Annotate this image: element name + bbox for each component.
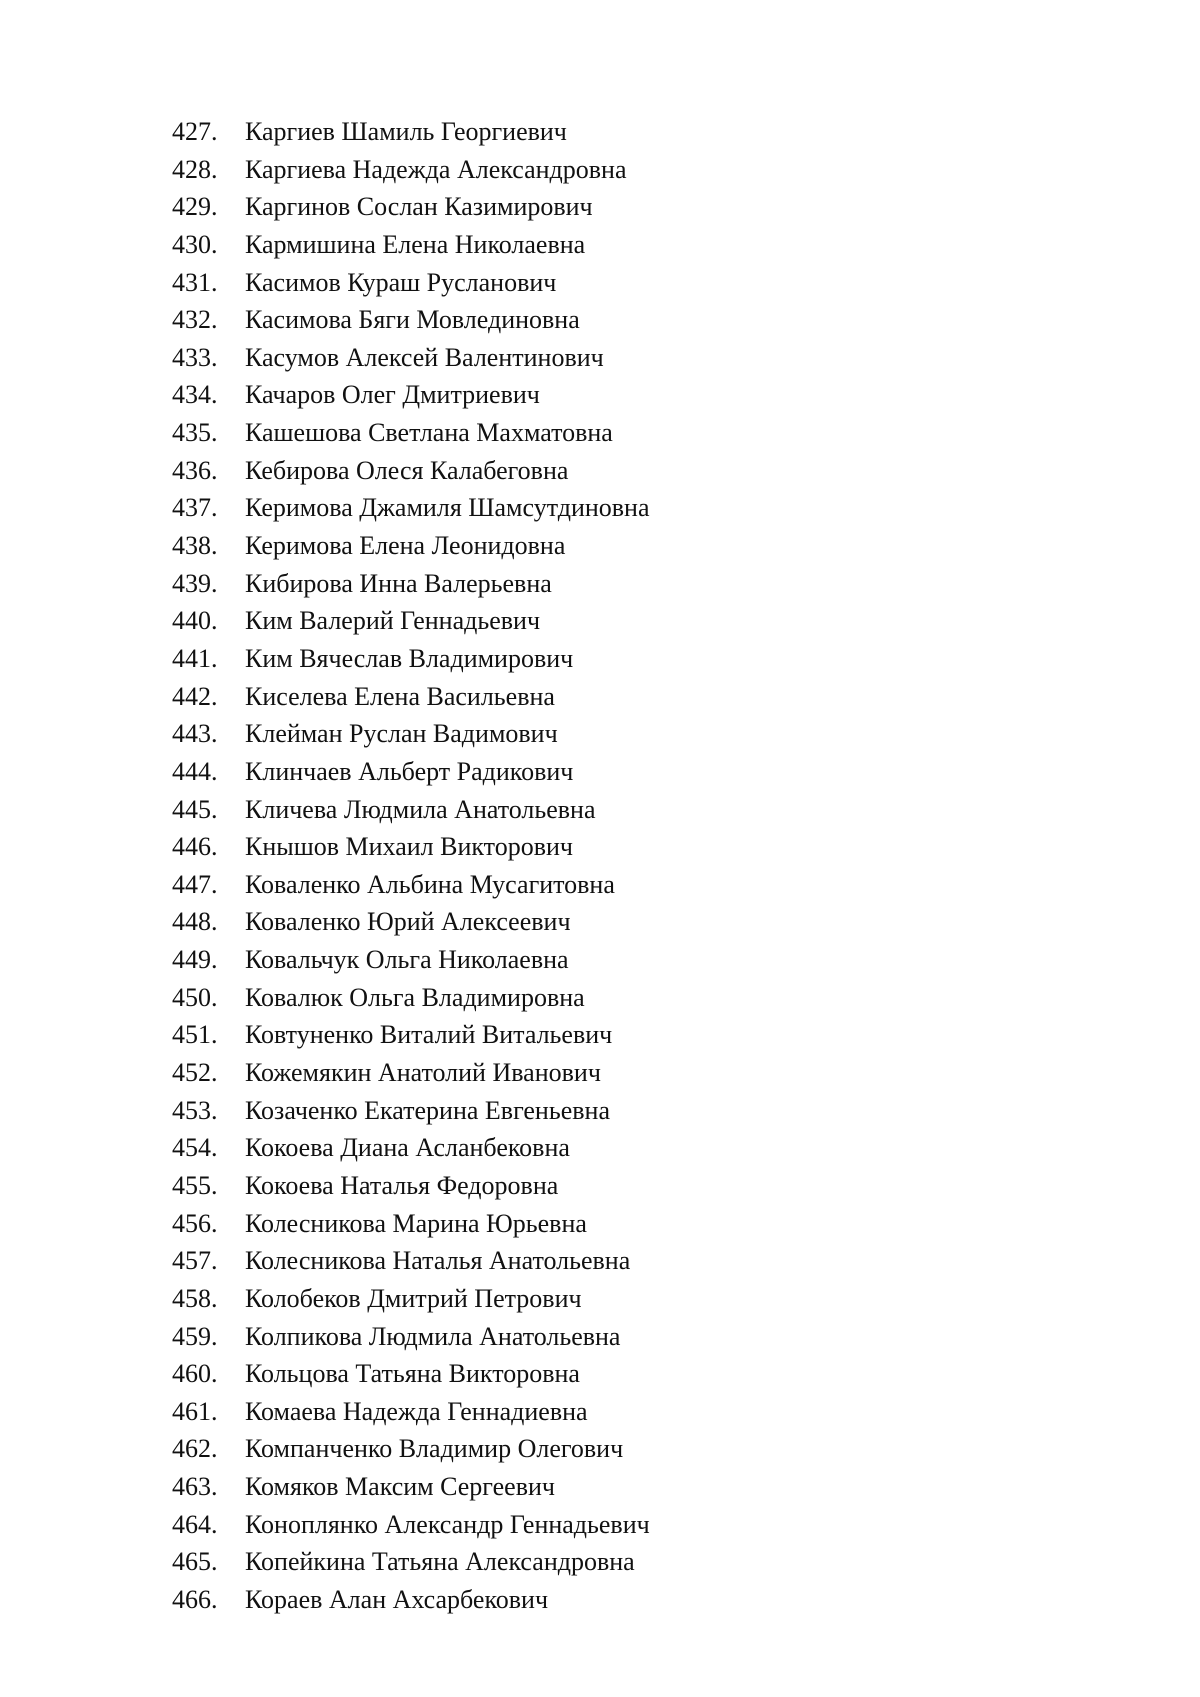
- list-item: [0, 1129, 1200, 1167]
- list-item-name: Ковальчук Ольга Николаевна: [245, 945, 569, 975]
- list-item-name: Касумов Алексей Валентинович: [245, 342, 604, 372]
- list-item-number: 457.: [172, 1246, 218, 1276]
- list-item-number: 450.: [172, 982, 218, 1012]
- list-item-number: 452.: [172, 1058, 218, 1088]
- list-item-number: 460.: [172, 1359, 218, 1389]
- list-item: [0, 640, 1200, 678]
- list-item-name: Киселева Елена Васильевна: [245, 681, 555, 711]
- list-item-name: Колобеков Дмитрий Петрович: [245, 1283, 582, 1313]
- list-item: [0, 1318, 1200, 1356]
- list-item: [0, 1054, 1200, 1092]
- list-item: [0, 941, 1200, 979]
- list-item: [0, 188, 1200, 226]
- list-item: [0, 151, 1200, 189]
- list-item-number: 439.: [172, 568, 218, 598]
- list-item-name: Ковтуненко Виталий Витальевич: [245, 1020, 613, 1050]
- list-item: [0, 226, 1200, 264]
- list-item-name: Комаева Надежда Геннадиевна: [245, 1396, 588, 1426]
- list-item-name: Кличева Людмила Анатольевна: [245, 794, 596, 824]
- list-item-number: 437.: [172, 493, 218, 523]
- list-item: [0, 376, 1200, 414]
- list-item: [0, 264, 1200, 302]
- list-item: [0, 1430, 1200, 1468]
- list-item-number: 463.: [172, 1472, 218, 1502]
- list-item-number: 428.: [172, 154, 218, 184]
- list-item-name: Кнышов Михаил Викторович: [245, 832, 573, 862]
- list-item-number: 455.: [172, 1170, 218, 1200]
- list-item-number: 441.: [172, 643, 218, 673]
- list-item-number: 466.: [172, 1584, 218, 1614]
- list-item-number: 458.: [172, 1283, 218, 1313]
- list-item-number: 454.: [172, 1133, 218, 1163]
- list-item: [0, 1167, 1200, 1205]
- list-item-number: 435.: [172, 418, 218, 448]
- list-item-number: 453.: [172, 1095, 218, 1125]
- list-item-name: Ким Вячеслав Владимирович: [245, 643, 574, 673]
- list-item-name: Коваленко Юрий Алексеевич: [245, 907, 571, 937]
- list-item: [0, 903, 1200, 941]
- list-item-number: 434.: [172, 380, 218, 410]
- list-item-number: 440.: [172, 606, 218, 636]
- list-item: [0, 565, 1200, 603]
- list-item-number: 432.: [172, 305, 218, 335]
- list-item-number: 433.: [172, 342, 218, 372]
- list-item-number: 448.: [172, 907, 218, 937]
- list-item-name: Кораев Алан Ахсарбекович: [245, 1584, 549, 1614]
- list-item: [0, 489, 1200, 527]
- list-item-name: Копейкина Татьяна Александровна: [245, 1547, 635, 1577]
- list-item: [0, 1543, 1200, 1581]
- list-item-name: Керимова Елена Леонидовна: [245, 531, 566, 561]
- list-item-number: 431.: [172, 267, 218, 297]
- list-item-number: 464.: [172, 1509, 218, 1539]
- list-item: [0, 602, 1200, 640]
- list-item: [0, 866, 1200, 904]
- list-item: [0, 339, 1200, 377]
- list-item-name: Колпикова Людмила Анатольевна: [245, 1321, 621, 1351]
- list-item: [0, 791, 1200, 829]
- list-item-number: 436.: [172, 455, 218, 485]
- list-item-number: 445.: [172, 794, 218, 824]
- list-item-name: Касимов Кураш Русланович: [245, 267, 557, 297]
- list-item-name: Козаченко Екатерина Евгеньевна: [245, 1095, 610, 1125]
- list-item: [0, 678, 1200, 716]
- list-item: [0, 113, 1200, 151]
- list-item: [0, 414, 1200, 452]
- list-item: [0, 1506, 1200, 1544]
- list-item: [0, 1016, 1200, 1054]
- list-item: [0, 1092, 1200, 1130]
- list-item-number: 443.: [172, 719, 218, 749]
- list-item-name: Кебирова Олеся Калабеговна: [245, 455, 569, 485]
- list-item-name: Ковалюк Ольга Владимировна: [245, 982, 585, 1012]
- list-item-name: Кокоева Наталья Федоровна: [245, 1170, 559, 1200]
- list-item-number: 446.: [172, 832, 218, 862]
- list-item-name: Колесникова Марина Юрьевна: [245, 1208, 587, 1238]
- list-item-number: 427.: [172, 117, 218, 146]
- list-item-name: Кашешова Светлана Махматовна: [245, 418, 613, 448]
- list-item-name: Кожемякин Анатолий Иванович: [245, 1058, 601, 1088]
- list-item: [0, 753, 1200, 791]
- list-item-number: 465.: [172, 1547, 218, 1577]
- list-item: [0, 1468, 1200, 1506]
- list-item: [0, 301, 1200, 339]
- list-item-name: Кибирова Инна Валерьевна: [245, 568, 552, 598]
- list-item-name: Комяков Максим Сергеевич: [245, 1472, 555, 1502]
- list-item: [0, 828, 1200, 866]
- list-item-number: 459.: [172, 1321, 218, 1351]
- list-item-name: Колесникова Наталья Анатольевна: [245, 1246, 631, 1276]
- list-item-name: Компанченко Владимир Олегович: [245, 1434, 624, 1464]
- list-item-number: 438.: [172, 531, 218, 561]
- list-item-name: Кармишина Елена Николаевна: [245, 229, 586, 259]
- list-item-name: Кольцова Татьяна Викторовна: [245, 1359, 580, 1389]
- list-item-number: 461.: [172, 1396, 218, 1426]
- list-item-name: Коваленко Альбина Мусагитовна: [245, 869, 615, 899]
- list-item-name: Коноплянко Александр Геннадьевич: [245, 1509, 650, 1539]
- list-item: [0, 1393, 1200, 1431]
- list-item-number: 429.: [172, 192, 218, 222]
- list-item-number: 444.: [172, 756, 218, 786]
- list-item-name: Каргинов Сослан Казимирович: [245, 192, 593, 222]
- list-item: [0, 527, 1200, 565]
- name-list: [0, 113, 1200, 1619]
- list-item-name: Кокоева Диана Асланбековна: [245, 1133, 570, 1163]
- list-item-name: Клейман Руслан Вадимович: [245, 719, 558, 749]
- list-item-number: 456.: [172, 1208, 218, 1238]
- list-item-number: 442.: [172, 681, 218, 711]
- list-item: [0, 1355, 1200, 1393]
- list-item-name: Каргиев Шамиль Георгиевич: [245, 117, 567, 146]
- list-item-name: Керимова Джамиля Шамсутдиновна: [245, 493, 650, 523]
- list-item-name: Каргиева Надежда Александровна: [245, 154, 627, 184]
- list-item-name: Качаров Олег Дмитриевич: [245, 380, 540, 410]
- list-item: [0, 1205, 1200, 1243]
- list-item-number: 447.: [172, 869, 218, 899]
- list-item-number: 449.: [172, 945, 218, 975]
- list-item: [0, 1242, 1200, 1280]
- list-item-name: Ким Валерий Геннадьевич: [245, 606, 541, 636]
- list-item: [0, 979, 1200, 1017]
- list-item-number: 451.: [172, 1020, 218, 1050]
- list-item-number: 462.: [172, 1434, 218, 1464]
- list-item-number: 430.: [172, 229, 218, 259]
- list-item-name: Клинчаев Альберт Радикович: [245, 756, 574, 786]
- list-item-name: Касимова Бяги Мовлединовна: [245, 305, 580, 335]
- list-item: [0, 1581, 1200, 1619]
- list-item: [0, 452, 1200, 490]
- list-item: [0, 715, 1200, 753]
- list-item: [0, 1280, 1200, 1318]
